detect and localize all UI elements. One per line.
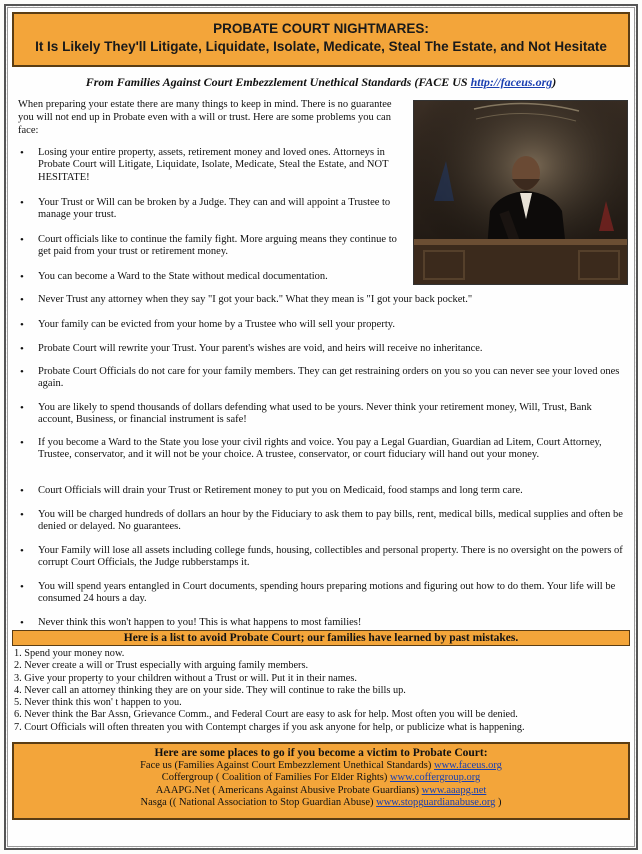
bullet-marker: • <box>20 343 24 355</box>
bullet-marker: • <box>20 545 24 557</box>
resources-box <box>12 742 630 820</box>
source-link[interactable]: http://faceus.org <box>470 75 553 89</box>
resource-link[interactable]: www.stopguardianabuse.org <box>376 797 496 809</box>
bullet-marker: • <box>20 271 24 283</box>
step-item: 7. Court Officials will often threaten you with Contempt charges if you ask anyone for help, or publicize what is happening. <box>14 721 525 733</box>
avoid-steps-list <box>14 648 630 734</box>
bullet-marker: • <box>20 402 24 414</box>
step-item: 2. Never create a will or Trust especially with arguing family members. <box>14 660 309 672</box>
resource-item <box>14 760 628 773</box>
bullet-marker: • <box>20 509 24 521</box>
list-item-text: You will be charged hundreds of dollars an hour by the Fiduciary to ask them to pay bills, rent, medical bills, medical supplies and often be denied or delayed. No guarantees. <box>38 509 623 533</box>
list-item-text: If you become a Ward to the State you lose your civil rights and voice. You pay a Legal Guardian, Guardian ad Litem, Court Attorney, Trustee, conservator, and it will not be your choice. A trustee, conservator, or court fiduciary will hand out your money. <box>38 437 602 461</box>
courtroom-photo <box>413 100 628 285</box>
intro-paragraph: When preparing your estate there are many things to keep in mind. There is no guarantee you will not end up in Probate even with a will or trust. Here are some problems you can face: <box>18 99 392 136</box>
resource-text: AAAPG.Net ( Americans Against Abusive Probate Guardians) <box>155 784 422 796</box>
bullet-marker: • <box>20 197 24 209</box>
judge-illustration <box>414 101 628 285</box>
resource-text: Coffergroup ( Coalition of Families For Elder Rights) <box>161 772 390 784</box>
bullet-marker: • <box>20 147 24 159</box>
title-banner <box>12 12 630 67</box>
list-item-text: Never Trust any attorney when they say "I got your back." What they mean is "I got your back pocket." <box>38 294 473 305</box>
step-item: 1. Spend your money now. <box>14 648 125 659</box>
list-item-text: You will spend years entangled in Court documents, spending hours preparing motions and figuring out how to do them. Your life will be consumed 24 hours a day. <box>38 581 616 605</box>
list-item-text: Your Trust or Will can be broken by a Judge. They can and will appoint a Trustee to manage your trust. <box>38 197 391 221</box>
step-item: 5. Never think this won' t happen to you. <box>14 697 182 709</box>
bullet-marker: • <box>20 319 24 331</box>
list-item-text: Losing your entire property, assets, retirement money and loved ones. Attorneys in Probate Court will Litigate, Liquidate, Isolate, Medicate, Steal the Estate, and NOT HESITATE! <box>38 147 389 183</box>
bullet-marker: • <box>20 617 24 629</box>
resource-item <box>14 797 628 810</box>
list-item-text: You are likely to spend thousands of dollars defending what used to be yours. Never think your retirement money, Will, Trust, Bank account, Business, or financial instrument is safe! <box>38 402 592 426</box>
list-item-text: You can become a Ward to the State without medical documentation. <box>38 271 328 282</box>
resource-item <box>14 772 628 785</box>
list-item-text: Probate Court Officials do not care for your family members. They can get restraining orders on you so you can never see your loved ones again. <box>38 366 620 390</box>
source-line <box>12 75 630 90</box>
step-item: 6. Never think the Bar Assn, Grievance Comm., and Federal Court are easy to ask for help. Most often you will be denied. <box>14 709 518 721</box>
list-item-text: Court Officials will drain your Trust or Retirement money to put you on Medicaid, food stamps and long term care. <box>38 485 523 496</box>
resource-link[interactable]: www.coffergroup.org <box>389 772 481 784</box>
list-item-text: Probate Court will rewrite your Trust. Your parent's wishes are void, and heirs will receive no inheritance. <box>38 343 483 354</box>
list-item-text: Your Family will lose all assets including college funds, housing, collectibles and personal property. There is no oversight on the powers of corrupt Court Officials, the Judge rubberstamps it. <box>38 545 623 569</box>
bullet-marker: • <box>20 581 24 593</box>
bullet-marker: • <box>20 485 24 497</box>
resource-link[interactable]: www.aaapg.net <box>421 784 487 796</box>
resource-item <box>14 785 628 798</box>
resource-text: Face us (Families Against Court Embezzlement Unethical Standards) <box>140 759 434 771</box>
resource-text: Nasga (( National Association to Stop Guardian Abuse) <box>140 797 377 809</box>
list-item-text: Court officials like to continue the family fight. More arguing means they continue to get paid from your trust or retirement money. <box>38 234 397 258</box>
page-subtitle: It Is Likely They'll Litigate, Liquidate, Isolate, Medicate, Steal The Estate, and Not Hesitate <box>35 39 607 54</box>
step-item: 4. Never call an attorney thinking they are on your side. They will continue to rake the bills up. <box>14 684 406 696</box>
avoid-list-header: Here is a list to avoid Probate Court; our families have learned by past mistakes. <box>12 630 630 646</box>
source-close: ) <box>552 75 557 89</box>
step-item: 3. Give your property to your children without a Trust or will. Put it in their names. <box>14 672 357 684</box>
bullet-marker: • <box>20 234 24 246</box>
bullet-marker: • <box>20 294 24 306</box>
resource-tail: ) <box>495 797 502 809</box>
source-text: From Families Against Court Embezzlement Unethical Standards (FACE US <box>85 75 471 89</box>
bullet-marker: • <box>20 437 24 449</box>
list-item-text: Never think this won't happen to you! This is what happens to most families! <box>38 617 362 628</box>
list-item-text: Your family can be evicted from your home by a Trustee who will sell your property. <box>38 319 395 330</box>
resource-link[interactable]: www.faceus.org <box>434 759 502 771</box>
resources-heading: Here are some places to go if you become a victim to Probate Court: <box>154 747 488 759</box>
page-title: PROBATE COURT NIGHTMARES: <box>213 21 429 36</box>
bullet-marker: • <box>20 366 24 378</box>
